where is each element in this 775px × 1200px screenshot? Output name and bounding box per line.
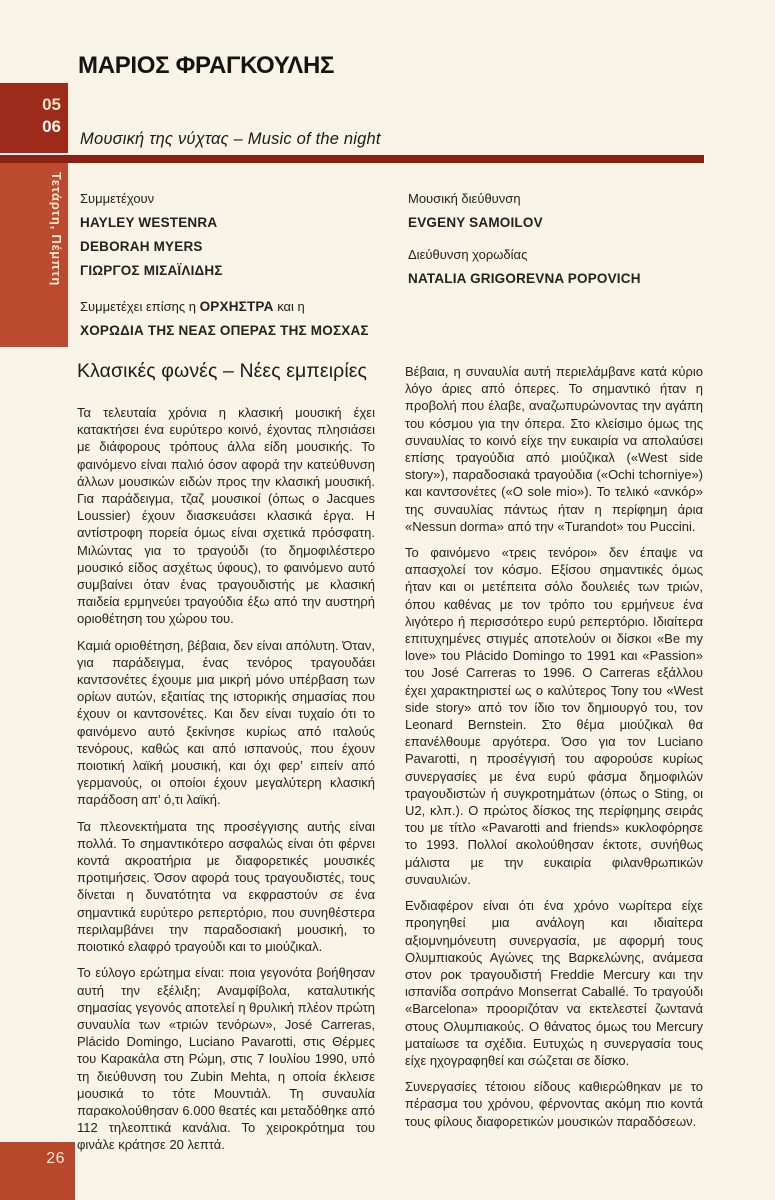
weekday-strip — [0, 163, 68, 347]
participants-label: Συμμετέχουν — [80, 191, 155, 206]
choir-direction-label: Διεύθυνση χορωδίας — [408, 247, 528, 262]
header-rule — [0, 155, 704, 163]
participant-name: HAYLEY WESTENRA — [80, 215, 218, 230]
credits-direction — [408, 187, 708, 291]
participant-name: ΓΙΩΡΓΟΣ ΜΙΣΑΪΛΙΔΗΣ — [80, 263, 223, 278]
orchestra-name: ΟΡΧΗΣΤΡΑ — [199, 299, 274, 314]
artist-title: ΜΑΡΙΟΣ ΦΡΑΓΚΟΥΛΗΣ — [78, 52, 335, 79]
paragraph: Βέβαια, η συναυλία αυτή περιελάμβανε κατά κύριο λόγο άριες από όπερες. Το σημαντικό ήταν η προβολή που έλαβε, αναζωπυρώνοντας την αγάπη του κόσμου για την όπερα. Στο κλείσιμο όμως της συναυλίας το κοινό είχε την ευκαιρία να απολαύσει επίσης τραγούδια από μιούζικαλ («West side story»), παραδοσιακά τραγούδια («Ochi tchorniye») και καντσονέτες («O sole mio»). Το τελικό «ανκόρ» της συναυλίας πάντως ήταν η περίφημη άρια «Nessun dorma» από την «Turandot» του Puccini. — [405, 364, 703, 534]
music-direction-label: Μουσική διεύθυνση — [408, 191, 521, 206]
paragraph: Τα τελευταία χρόνια η κλασική μουσική έχει κατακτήσει ένα ευρύτερο κοινό, έχοντας πλησιάσει με διάφορους τρόπους άλλα είδη μουσικής. Το φαινόμενο είναι παλιό όσον αφορά την κατεύθυνση άλλων μουσικών ειδών προς την κλασική μουσική. Για παράδειγμα, τζαζ μουσικοί (όπως ο Jacques Loussier) έχουν διασκευάσει κλασικά έργα. Η αντίστροφη πορεία όμως είναι σχετικά πρόσφατη. Μιλώντας για το τραγούδι (το δημοφιλέστερο μουσικό είδος ασχέτως ύφους), το φαινόμενο αυτό συμβαίνει όταν ένας τραγουδιστής με κλασική παιδεία ερμηνεύει τραγούδια έξω από την αυστηρή οριοθέτηση του χώρου του. — [77, 405, 375, 627]
also-participating-line — [80, 295, 380, 319]
article-column-left — [77, 404, 375, 1163]
choir-name: ΧΟΡΩΔΙΑ ΤΗΣ ΝΕΑΣ ΟΠΕΡΑΣ ΤΗΣ ΜΟΣΧΑΣ — [80, 323, 369, 338]
paragraph: Τα πλεονεκτήματα της προσέγγισης αυτής είναι πολλά. Το σημαντικότερο ασφαλώς είναι ότι φέρνει κοντά ακροατήρια με διαφορετικές μουσικές προτιμήσεις. Όσον αφορά τους τραγουδιστές, τους δίνεται η δυνατότητα να εκφραστούν σε ένα σημαντικά ευρύτερο ρεπερτόριο, που συνηθέστερα περιλαμβάνει την παραδοσιακή μουσική, το ποιοτικό ελαφρό τραγούδι και το μιούζικαλ. — [77, 818, 375, 955]
paragraph: Το φαινόμενο «τρεις τενόροι» δεν έπαψε να απασχολεί τον κόσμο. Εξίσου σημαντικές όμως ήταν και οι μετέπειτα σόλο δουλειές των τριών, όπου καθένας με τον τρόπο του ερμήνευε ένα λιγότερο ή περισσότερο ευρύ ρεπερτόριο. Ιδιαίτερα επιτυχημένες στιγμές αποτελούν οι δίσκοι «Be my love» του Plácido Domingo το 1991 και «Passion» του José Carreras το 1996. Ο Carreras εξάλλου έχει χαρακτηριστεί ως ο καλύτερος Tony του «West side story» από τον ίδιο τον δημιουργό του, τον Leonard Bernstein. Στο θέμα μιούζικαλ θα επανέλθουμε αργότερα. Όσο για τον Luciano Pavarotti, η προσέγγισή του αφορούσε κυρίως συνεργασίες με ένα ευρύ φάσμα δημοφιλών τραγουδιστών ή συγκροτημάτων (όπως ο Sting, οι U2, κλπ.). Ο πρώτος δίσκος της περίφημης σειράς του με τίτλο «Pavarotti and friends» κυκλοφόρησε το 1993. Πολλοί ακολούθησαν έκτοτε, συνήθως μάλιστα με την ευκαιρία φιλανθρωπικών συναυλιών. — [405, 545, 703, 887]
page-number-block — [0, 1142, 75, 1200]
page-number: 26 — [46, 1150, 65, 1167]
music-director-name: EVGENY SAMOILOV — [408, 215, 543, 230]
date-day-05: 05 — [42, 95, 61, 114]
credits-participants — [80, 187, 380, 343]
article-column-right — [405, 363, 703, 1139]
also-prefix: Συμμετέχει επίσης η — [80, 299, 200, 314]
weekday-label: Τετάρτη, Πέμπτη — [49, 172, 64, 287]
date-block — [0, 83, 68, 153]
date-day-06: 06 — [42, 117, 61, 136]
paragraph: Ενδιαφέρον είναι ότι ένα χρόνο νωρίτερα είχε προηγηθεί μια ανάλογη και ιδιαίτερα αξιομνημόνευτη συνεργασία, με αφορμή τους Ολυμπιακούς Αγώνες της Βαρκελώνης, ανάμεσα στον ροκ τραγουδιστή Freddie Mercury και την ισπανίδα σοπράνο Monserrat Caballé. Το τραγούδι «Barcelona» προοριζόταν να εκτελεστεί ζωντανά στους Ολυμπιακούς. Ο θάνατος όμως του Mercury ματαίωσε τα σχέδια. Ευτυχώς η συνεργασία τους είχε ηχογραφηθεί και σώζεται σε δίσκο. — [405, 898, 703, 1068]
event-title: Μουσική της νύχτας – Music of the night — [80, 130, 381, 148]
participant-name: DEBORAH MYERS — [80, 239, 203, 254]
also-suffix: και η — [273, 299, 305, 314]
article-heading: Κλασικές φωνές – Νέες εμπειρίες — [77, 360, 368, 382]
choir-director-name: NATALIA GRIGOREVNA POPOVICH — [408, 271, 641, 286]
spacer — [408, 235, 708, 243]
paragraph: Το εύλογο ερώτημα είναι: ποια γεγονότα βοήθησαν αυτή την εξέλιξη; Αναμφίβολα, καταλυτικής σημασίας γεγονός αποτελεί η θρυλική πλέον πρώτη συναυλία των «τριών τενόρων», José Carreras, Plácido Domingo, Luciano Pavarotti, στις Θέρμες του Καρακάλα στη Ρώμη, στις 7 Ιουλίου 1990, υπό τη διεύθυνση του Zubin Mehta, η οποία έκλεισε μουσικά το τότε Μουντιάλ. Τη συναυλία παρακολούθησαν 6.000 θεατές και μεταδόθηκε από 112 τηλεοπτικά κανάλια. Το χειροκρότημα του φινάλε κράτησε 20 λεπτά. — [77, 965, 375, 1153]
paragraph: Συνεργασίες τέτοιου είδους καθιερώθηκαν με το πέρασμα του χρόνου, φέρνοντας ακόμη πιο κοντά τους φίλους διαφορετικών μουσικών παραδόσεων. — [405, 1079, 703, 1129]
paragraph: Καμιά οριοθέτηση, βέβαια, δεν είναι απόλυτη. Όταν, για παράδειγμα, ένας τενόρος τραγουδάει καντσονέτες έχουμε μια μικρή μόνο υπέρβαση των ορίων αυτών, εξαιτίας της ιστορικής σημασίας που έχουν οι καντσονέτες. Και δεν είναι τυχαίο ότι το φαινόμενο αυτό ξεκίνησε κυρίως από ιταλούς τενόρους, καθώς και από ισπανούς, που έχουν ποιοτική λαϊκή μουσική, και όχι φερ’ ειπείν από γερμανούς, οι οποίοι έχουν μεγαλύτερη κλασική παράδοση απ’ ό,τι λαϊκή. — [77, 637, 375, 808]
